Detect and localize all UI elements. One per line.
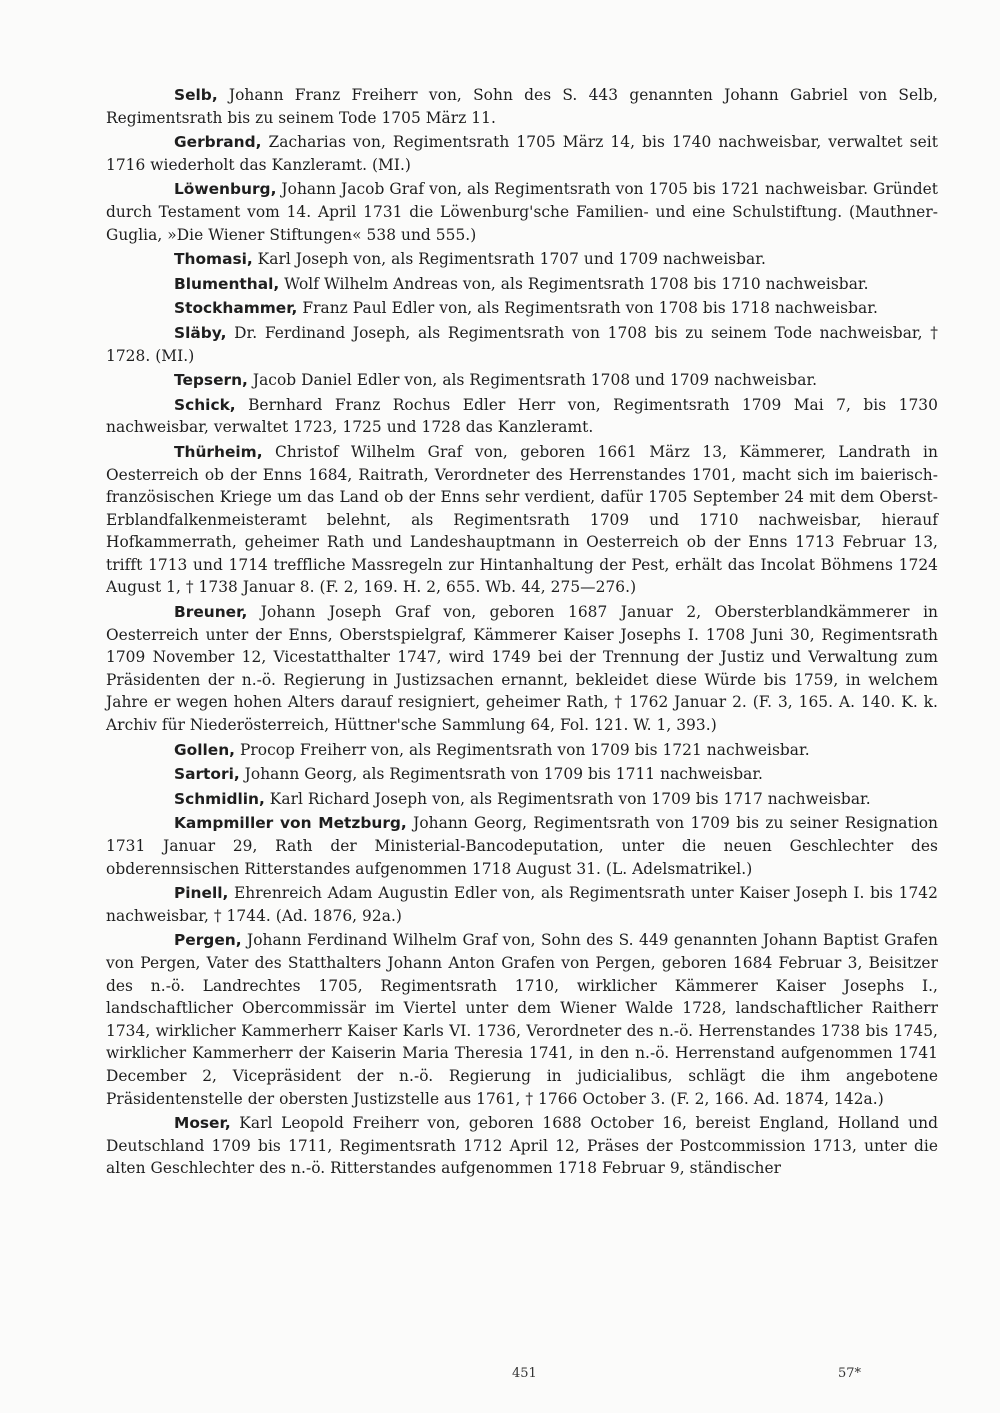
entry-text: Karl Leopold Freiherr von, geboren 1688 October 16, bereist England, Holland und Deutschland 1709 bis 1711, Regimentsrath 1712 April 12, Präses der Postcommission 1713, unter die alten Geschlechter des n.-ö. Ritterstandes aufgenommen 1718 Februar 9, ständischer [106,1114,938,1178]
entry [106,1112,938,1180]
entry [106,763,938,786]
entry-name: Blumenthal, [174,274,280,293]
entry-name: Schick, [174,395,236,414]
entry-text: Johann Georg, Regimentsrath von 1709 bis zu seiner Resignation 1731 Januar 29, Rath der Ministerial-Bancodeputation, unter die neuen Geschlechter des obderennsischen Ritterstandes aufgenommen 1718 August 31. (L. Adelsmatrikel.) [106,814,938,878]
entry-text: Procop Freiherr von, als Regimentsrath von 1709 bis 1721 nachweisbar. [235,740,810,759]
entry [106,273,938,296]
page-number: 451 [512,1366,537,1381]
entry-list [106,84,938,1182]
entry [106,369,938,392]
entry-text: Johann Ferdinand Wilhelm Graf von, Sohn des S. 449 genannten Johann Baptist Grafen von Pergen, Vater des Statthalters Johann Anton Grafen von Pergen, geboren 1684 Februar 3, Beisitzer des n.-ö. Landrechtes 1705, Regimentsrath 1710, wirklicher Kämmerer Kaiser Josephs I., landschaftlicher Obercommissär im Viertel unter dem Wiener Walde 1728, landschaftlicher Raitherr 1734, wirklicher Kammerherr Kaiser Karls VI. 1736, Verordneter des n.-ö. Herrenstandes 1738 bis 1745, wirklicher Kammerherr der Kaiserin Maria Theresia 1741, in den n.-ö. Herrenstand aufgenommen 1741 December 2, Vicepräsident der n.-ö. Regierung in judicialibus, schlägt die ihm angebotene Präsidentenstelle der obersten Justizstelle aus 1761, † 1766 October 3. (F. 2, 166. Ad. 1874, 142a.) [106,931,938,1108]
entry-name: Löwenburg, [174,180,277,199]
entry-name: Tepsern, [174,371,248,390]
signature-mark: 57* [838,1366,862,1381]
entry-text: Bernhard Franz Rochus Edler Herr von, Regimentsrath 1709 Mai 7, bis 1730 nachweisbar, verwaltet 1723, 1725 und 1728 das Kanzleramt. [106,395,938,437]
entry [106,739,938,762]
entry-text: Karl Richard Joseph von, als Regimentsrath von 1709 bis 1717 nachweisbar. [264,789,871,808]
entry-text: Franz Paul Edler von, als Regimentsrath von 1708 bis 1718 nachweisbar. [297,299,878,318]
entry-text: Dr. Ferdinand Joseph, als Regimentsrath von 1708 bis zu seinem Tode nachweisbar, † 1728. (MI.) [106,323,938,365]
entry [106,131,938,176]
entry [106,248,938,271]
entry-text: Karl Joseph von, als Regimentsrath 1707 und 1709 nachweisbar. [252,250,766,269]
entry-name: Moser, [174,1114,231,1133]
entry [106,929,938,1110]
entry-name: Släby, [174,323,227,342]
entry-text: Wolf Wilhelm Andreas von, als Regimentsrath 1708 bis 1710 nachweisbar. [279,274,869,293]
entry [106,601,938,737]
entry-text: Johann Jacob Graf von, als Regimentsrath von 1705 bis 1721 nachweisbar. Gründet durch Testament vom 14. April 1731 die Löwenburg'sche Familien- und eine Schulstiftung. (Mauthner-Guglia, »Die Wiener Stiftungen« 538 und 555.) [106,180,938,244]
entry-text: Johann Joseph Graf von, geboren 1687 Januar 2, Obersterblandkämmerer in Oesterreich unter der Enns, Oberstspielgraf, Kämmerer Kaiser Josephs I. 1708 Juni 30, Regimentsrath 1709 November 12, Vicestatthalter 1747, wird 1749 bei der Trennung der Justiz und Verwaltung zum Präsidenten der n.-ö. Regierung in Justizsachen ernannt, bekleidet diese Würde bis 1759, in welchem Jahre er wegen hohen Alters darauf resigniert, geheimer Rath, † 1762 Januar 2. (F. 3, 165. A. 140. K. k. Archiv für Niederösterreich, Hüttner'sche Sammlung 64, Fol. 121. W. 1, 393.) [106,603,938,735]
entry-name: Gollen, [174,740,235,759]
entry-name: Pinell, [174,884,229,903]
entry [106,394,938,439]
entry [106,812,938,880]
entry-name: Thomasi, [174,250,253,269]
entry [106,322,938,367]
entry-text: Jacob Daniel Edler von, als Regimentsrath 1708 und 1709 nachweisbar. [247,371,818,390]
entry-name: Sartori, [174,765,240,784]
entry [106,178,938,246]
entry [106,84,938,129]
entry-name: Thürheim, [174,442,263,461]
entry [106,788,938,811]
entry [106,441,938,599]
entry-text: Christof Wilhelm Graf von, geboren 1661 März 13, Kämmerer, Landrath in Oesterreich ob der Enns 1684, Raitrath, Verordneter des Herrenstandes 1701, macht sich im baierisch-französischen Kriege um das Land ob der Enns sehr verdient, dafür 1705 September 24 mit dem Oberst-Erblandfalkenmeisteramt belehnt, als Regimentsrath 1709 und 1710 nachweisbar, hierauf Hofkammerrath, geheimer Rath und Landeshauptmann in Oesterreich ob der Enns 1713 Februar 13, trifft 1713 und 1714 treffliche Massregeln zur Hintanhaltung der Pest, erhält das Incolat Böhmens 1724 August 1, † 1738 Januar 8. (F. 2, 169. H. 2, 655. Wb. 44, 275—276.) [106,442,938,597]
entry-text: Johann Georg, als Regimentsrath von 1709 bis 1711 nachweisbar. [239,765,763,784]
entry-name: Breuner, [174,603,248,622]
entry-name: Kampmiller von Metzburg, [174,814,407,833]
entry-text: Johann Franz Freiherr von, Sohn des S. 443 genannten Johann Gabriel von Selb, Regimentsrath bis zu seinem Tode 1705 März 11. [106,86,938,127]
entry [106,297,938,320]
entry-text: Zacharias von, Regimentsrath 1705 März 14, bis 1740 nachweisbar, verwaltet seit 1716 wiederholt das Kanzleramt. (MI.) [106,133,938,174]
entry-name: Selb, [174,86,218,104]
entry-name: Schmidlin, [174,789,265,808]
entry-name: Gerbrand, [174,133,262,152]
entry-text: Ehrenreich Adam Augustin Edler von, als Regimentsrath unter Kaiser Joseph I. bis 1742 nachweisbar, † 1744. (Ad. 1876, 92a.) [106,884,938,925]
entry-name: Stockhammer, [174,299,298,318]
entry [106,882,938,927]
entry-name: Pergen, [174,931,242,950]
